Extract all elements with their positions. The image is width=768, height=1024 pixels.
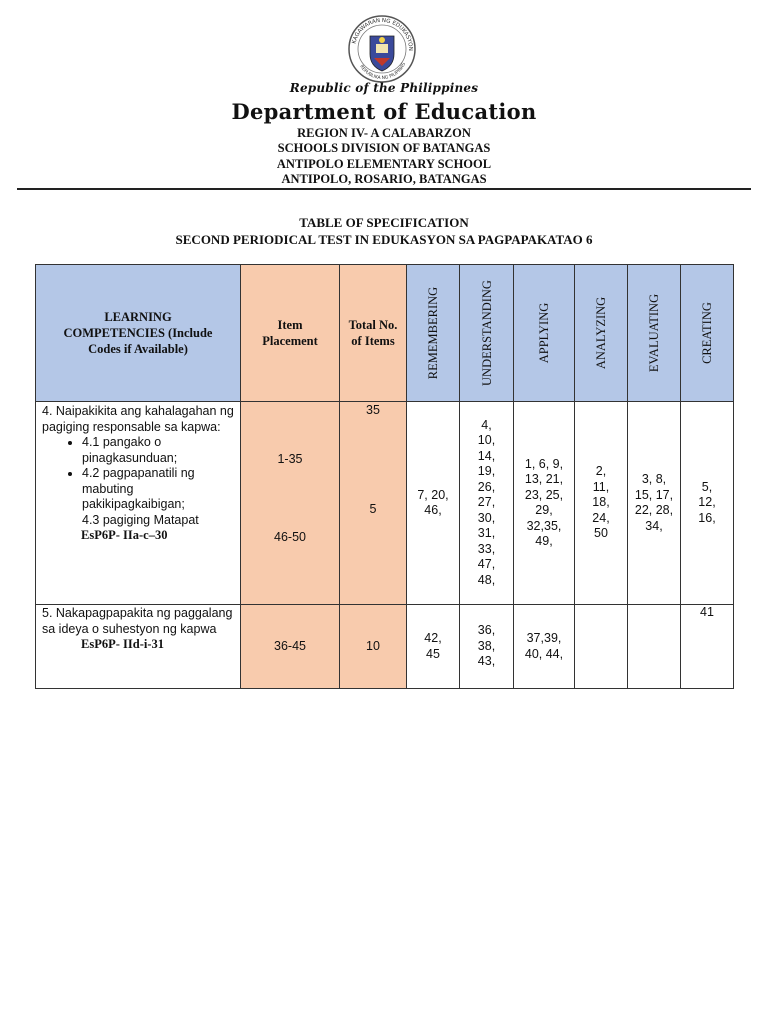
evaluating-cell <box>628 605 681 689</box>
competency-cell <box>36 605 241 689</box>
document-title: TABLE OF SPECIFICATION <box>299 215 469 230</box>
header-divider <box>17 188 751 190</box>
analyzing-cell: 2, 11, 18, 24, 50 <box>575 402 628 605</box>
creating-cell: 5, 12, 16, <box>681 402 734 605</box>
department-name: Department of Education <box>231 99 537 124</box>
header-item-placement: Item Placement <box>241 265 340 402</box>
competency-text: 4. Naipakikita ang kahalagahan ng pagiging responsable sa kapwa: <box>42 404 234 434</box>
region-line: REGION IV- A CALABARZON <box>297 126 471 140</box>
header-evaluating: EVALUATING <box>628 265 681 402</box>
competency-bullet: • 4.1 pangako o pinagkasunduan; <box>82 435 236 466</box>
competency-subitem: 4.3 pagiging Matapat <box>82 512 199 527</box>
remembering-cell: 7, 20, 46, <box>407 402 460 605</box>
school-line: ANTIPOLO ELEMENTARY SCHOOL <box>276 157 492 171</box>
total-items-cell <box>340 402 407 605</box>
understanding-cell: 36, 38, 43, <box>460 605 514 689</box>
competency-code: EsP6P- IId-i-31 <box>81 637 164 651</box>
competency-cell <box>36 402 241 605</box>
competency-text: 5. Nakapagpapakita ng paggalang sa ideya o suhestyon ng kapwa <box>42 606 233 636</box>
address-line: ANTIPOLO, ROSARIO, BATANGAS <box>281 172 487 186</box>
total-value: 35 <box>366 403 380 417</box>
item-placement-cell <box>241 402 340 605</box>
creating-cell: 41 <box>681 605 734 689</box>
header-remembering: REMEMBERING <box>407 265 460 402</box>
svg-text:REPUBLIKA NG PILIPINAS: REPUBLIKA NG PILIPINAS <box>358 62 408 82</box>
republic-line: Republic of the Philippines <box>289 81 479 95</box>
competency-code: EsP6P- IIa-c–30 <box>81 528 168 542</box>
header-applying: APPLYING <box>514 265 575 402</box>
item-placement-cell: 36-45 <box>241 605 340 689</box>
header-analyzing: ANALYZING <box>575 265 628 402</box>
evaluating-cell: 3, 8, 15, 17, 22, 28, 34, <box>628 402 681 605</box>
header-creating: CREATING <box>681 265 734 402</box>
svg-text:KAGAWARAN NG EDUKASYON: KAGAWARAN NG EDUKASYON <box>351 17 414 51</box>
total-value: 5 <box>369 502 377 516</box>
header-competencies: LEARNING COMPETENCIES (Include Codes if Available) <box>36 265 241 402</box>
division-line: SCHOOLS DIVISION OF BATANGAS <box>277 141 491 155</box>
competency-bullet: • 4.2 pagpapanatili ng mabuting pakikipagkaibigan; <box>82 466 236 513</box>
deped-seal-logo <box>345 14 419 84</box>
specification-table <box>35 264 734 689</box>
analyzing-cell <box>575 605 628 689</box>
placement-range: 1-35 <box>277 452 303 466</box>
document-subtitle: SECOND PERIODICAL TEST IN EDUKASYON SA PAGPAPAKATAO 6 <box>175 232 593 247</box>
table-row <box>36 605 734 689</box>
table-row <box>36 402 734 605</box>
header-total-items: Total No. of Items <box>340 265 407 402</box>
remembering-cell: 42, 45 <box>407 605 460 689</box>
applying-cell: 1, 6, 9, 13, 21, 23, 25, 29, 32,35, 49, <box>514 402 575 605</box>
header-understanding: UNDERSTANDING <box>460 265 514 402</box>
placement-range: 46-50 <box>274 530 306 544</box>
table-header-row <box>36 265 734 402</box>
understanding-cell: 4, 10, 14, 19, 26, 27, 30, 31, 33, 47, 48, <box>460 402 514 605</box>
total-items-cell: 10 <box>340 605 407 689</box>
applying-cell: 37,39, 40, 44, <box>514 605 575 689</box>
